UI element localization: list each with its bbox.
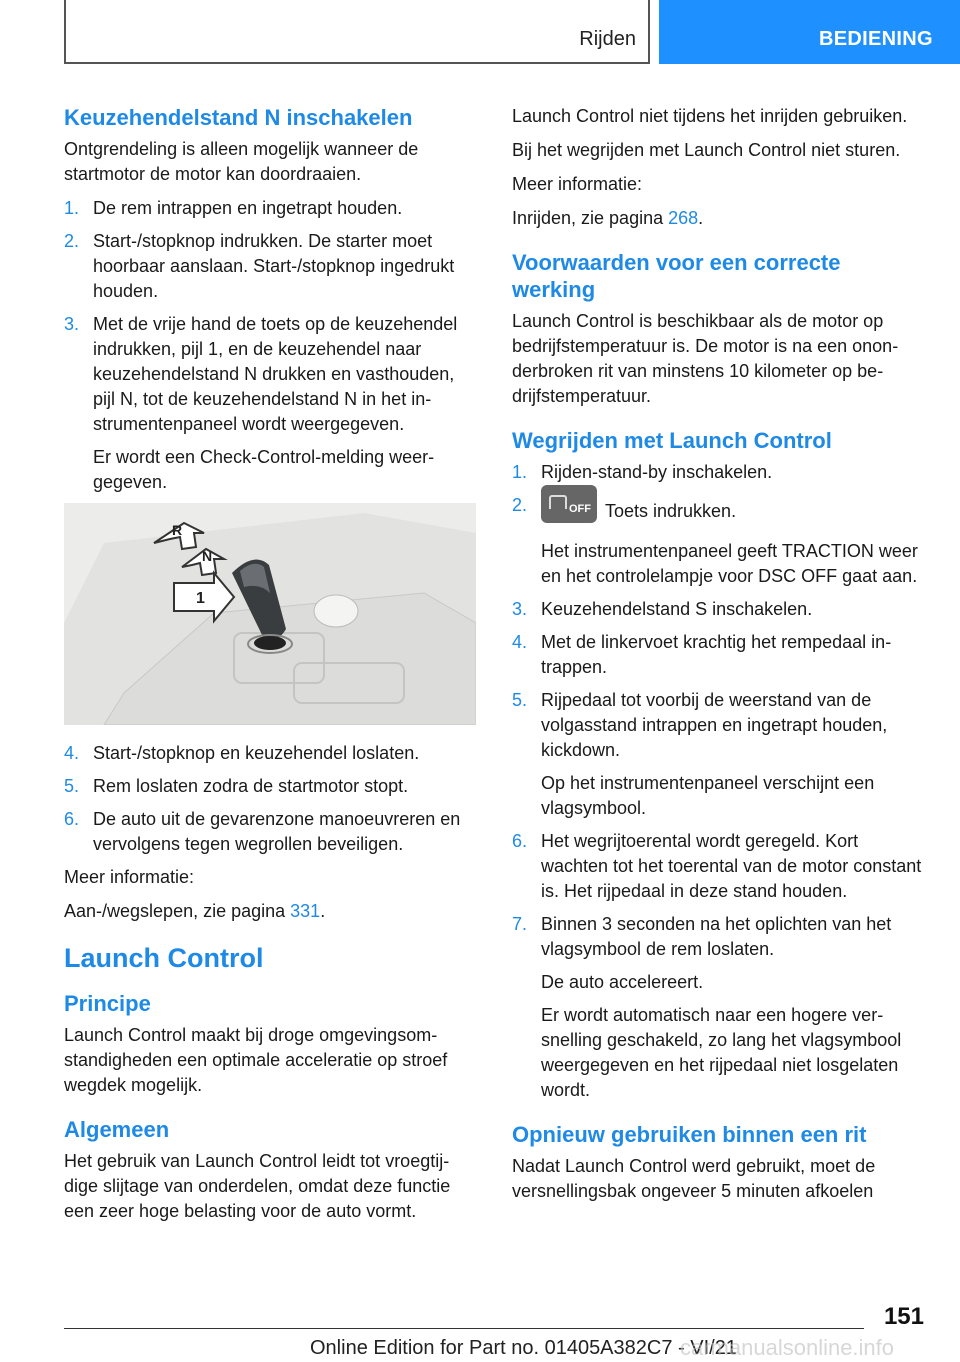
step-number: 6. [64,809,80,829]
header-section: Rijden [579,28,636,50]
list-item [64,807,476,857]
step-number: 5. [64,776,80,796]
step-text: Rijden-stand-by inschakelen. [541,462,773,482]
list-item [512,829,926,904]
step-number: 7. [512,914,528,934]
gear-selector-drawing [64,503,476,725]
heading-principe: Principe [64,991,151,1016]
step-number: 6. [512,831,528,851]
left-column [64,104,476,1233]
reference [64,899,476,924]
reference-end: . [320,901,326,921]
list-item [512,912,926,1103]
reference-end: . [698,208,704,228]
step-number: 4. [512,632,528,652]
paragraph-no-steering: Bij het wegrijden met Launch Control niet sturen. [512,140,901,160]
right-column [512,104,926,1213]
step-number: 1. [64,198,80,218]
reference-text: Inrijden, zie pagina [512,208,669,228]
heading-algemeen: Algemeen [64,1117,170,1142]
step-subtext: Het instrumentenpaneel geeft TRACTION weer en het controlelampje voor DSC OFF gaat aan. [541,541,918,586]
step-text: Met de vrije hand de toets op de keuzehendel indrukken, pijl 1, en de keuzehendel naar keuzehendelstand N drukken en vasthouden, pijl N, tot de keuzehendelstand N in het instrumentenpaneel wordt weergegeven. [93,314,458,434]
paragraph-principe: Launch Control maakt bij droge omgevingsomstandigheden een optimale acceleratie op stroef wegdek mogelijk. [64,1025,448,1095]
list-item [64,312,476,495]
step-text: Keuzehendelstand S inschakelen. [541,599,813,619]
heading-neutral: Keuzehendelstand N inschakelen [64,105,413,130]
list-item [512,493,926,589]
step-text: Het wegrijtoerental wordt geregeld. Kort wachten tot het toerental van de motor constant is. Het rijpedaal in deze stand houden. [541,831,922,901]
step-number: 2. [64,231,80,251]
reference [512,206,926,231]
gear-selector-illustration [64,503,476,725]
paragraph-opnieuw: Nadat Launch Control werd gebruikt, moet de versnellingsbak ongeveer 5 minuten afkoelen [512,1156,876,1201]
step-subtext: Er wordt een Check-Control-melding weergegeven. [93,447,435,492]
label-r: R [172,522,183,538]
reference-text: Aan-/wegslepen, zie pagina [64,901,291,921]
steps-list-2 [64,741,476,857]
steps-list-launch [512,460,926,1103]
step-number: 1. [512,462,528,482]
list-item [512,630,926,680]
step-number: 2. [512,495,528,515]
steps-list-1 [64,196,476,495]
label-1: 1 [196,590,205,607]
footer-divider [64,1328,864,1329]
paragraph-neutral: Ontgrendeling is alleen mogelijk wanneer de startmotor de motor kan doordraaien. [64,139,419,184]
step-subtext: De auto accelereert. [541,972,704,992]
watermark: carmanualsonline.info [680,1335,895,1360]
step-text: Met de linkervoet krachtig het rempedaal intrappen. [541,632,892,677]
step-number: 3. [512,599,528,619]
heading-opnieuw: Opnieuw gebruiken binnen een rit [512,1122,867,1147]
heading-wegrijden: Wegrijden met Launch Control [512,428,832,453]
list-item [64,229,476,304]
step-text: Rem loslaten zodra de startmotor stopt. [93,776,409,796]
list-item [64,196,476,221]
header-box [64,0,650,64]
list-item [64,741,476,766]
heading-launch-control: Launch Control [64,943,264,973]
page-link[interactable]: 331 [290,901,321,921]
paragraph-algemeen: Het gebruik van Launch Control leidt tot vroegtijdige slijtage van onderdelen, omdat deze functie een zeer hoge belasting voor de auto vormt. [64,1151,451,1221]
list-item [64,774,476,799]
step-text: Toets indrukken. [605,500,737,521]
step-subtext: Er wordt automatisch naar een hogere versnelling geschakeld, zo lang het vlagsymbool weergegeven en het rijpedaal niet losgelaten wordt. [541,1005,902,1100]
page-number: 151 [883,1303,924,1330]
label-n: N [202,548,213,564]
list-item [512,688,926,821]
paragraph-launch-note: Launch Control niet tijdens het inrijden gebruiken. [512,106,908,126]
step-number: 4. [64,743,80,763]
step-subtext: Op het instrumentenpaneel verschijnt een vlagsymbool. [541,773,875,818]
paragraph-voorwaarden: Launch Control is beschikbaar als de motor op bedrijfstemperatuur is. De motor is na een ononderbroken rit van minstens 10 kilometer op bedrijfstemperatuur. [512,311,899,406]
step-text: De rem intrappen en ingetrapt houden. [93,198,403,218]
heading-voorwaarden: Voorwaarden voor een correcte werking [512,250,841,302]
more-info-label: Meer informatie: [64,867,195,887]
list-item [512,460,926,485]
step-number: 3. [64,314,80,334]
step-number: 5. [512,690,528,710]
step-text: Start-/stopknop en keuzehendel loslaten. [93,743,420,763]
page-link[interactable]: 268 [668,208,699,228]
header-chapter: BEDIENING [659,0,960,64]
step-text: Rijpedaal tot voorbij de weerstand van de volgasstand intrappen en ingetrapt houden, kickdown. [541,690,888,760]
step-text: Start-/stopknop indrukken. De starter moet hoorbaar aanslaan. Start-/stopknop ingedrukt houden. [93,231,455,301]
more-info-label: Meer informatie: [512,174,643,194]
dsc-off-icon: OFF [541,485,597,523]
footer-edition: Online Edition for Part no. 01405A382C7 - VI/21 [310,1337,737,1359]
step-text: De auto uit de gevarenzone manoeuvreren en vervolgens tegen wegrollen beveiligen. [93,809,461,854]
step-text: Binnen 3 seconden na het oplichten van het vlagsymbool de rem loslaten. [541,914,892,959]
list-item [512,597,926,622]
